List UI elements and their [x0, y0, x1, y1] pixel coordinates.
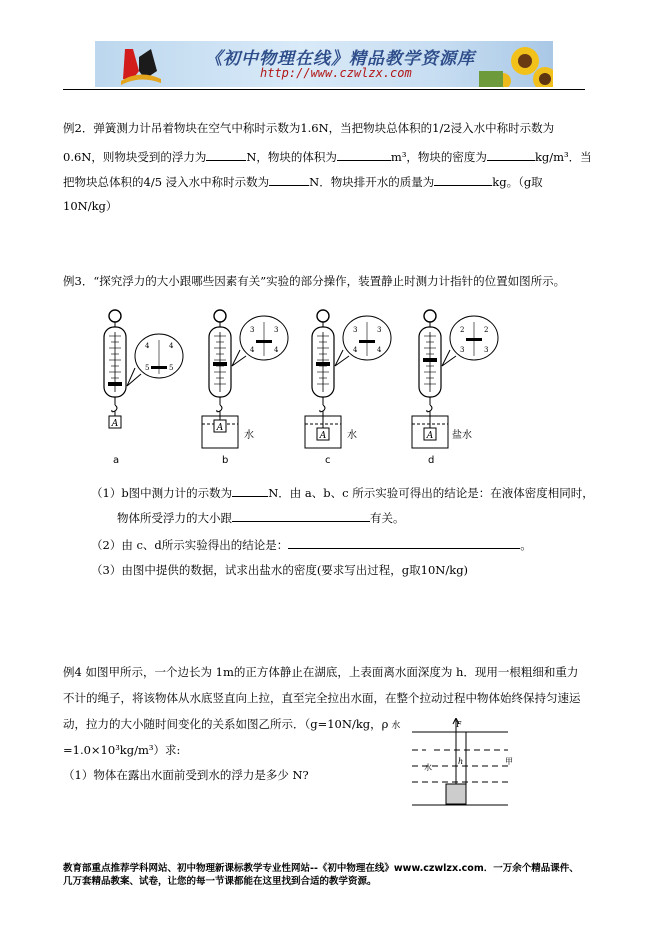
figure-label-c: c: [325, 455, 331, 466]
ex3-q1-line-1: [91, 485, 594, 500]
ex3-q1-line-2: [117, 510, 405, 525]
svg-text:2: 2: [484, 326, 489, 334]
figure-label-a: a: [113, 455, 120, 466]
ex2-text: 把物块总体积的4/5 浸入水中称时示数为: [63, 175, 270, 189]
svg-text:A: A: [426, 431, 434, 441]
svg-text:4: 4: [377, 346, 382, 354]
lake-figure: [408, 718, 518, 808]
figure-label-b: b: [222, 455, 229, 466]
svg-text:4: 4: [274, 346, 279, 354]
svg-text:3: 3: [484, 346, 489, 354]
answer-blank[interactable]: [206, 149, 246, 161]
ex2-text: kg/m³．当: [534, 150, 592, 164]
svg-text:2: 2: [460, 326, 465, 334]
answer-blank[interactable]: [434, 174, 492, 186]
sunflower-icon: [479, 47, 553, 87]
figure-name: 甲: [505, 757, 513, 766]
footer-line-1: 教育部重点推荐学科网站、初中物理新课标教学专业性网站--《初中物理在线》www.czwlzx.com．一万余个精品课件、: [63, 863, 579, 874]
svg-text:3: 3: [460, 346, 465, 354]
ex4-line-3: [63, 717, 400, 733]
ex3-text: 有关。: [370, 511, 405, 525]
rho-subscript: 水: [391, 721, 401, 731]
svg-text:水: 水: [347, 430, 357, 441]
svg-text:4: 4: [145, 342, 150, 350]
svg-text:5: 5: [145, 364, 150, 372]
header-banner: [95, 41, 553, 87]
svg-text:A: A: [216, 423, 224, 433]
answer-blank[interactable]: [487, 149, 535, 161]
ex2-line-1: 例2．弹簧测力计吊着物块在空气中称时示数为1.6N，当把物块总体积的1/2浸入水中称时示数为: [63, 121, 555, 135]
banner-title: 《初中物理在线》精品教学资源库: [205, 49, 475, 69]
ex3-text: 物体所受浮力的大小跟: [117, 511, 232, 525]
svg-text:5: 5: [169, 364, 174, 372]
answer-blank[interactable]: [232, 485, 268, 497]
scale-b: [202, 310, 288, 448]
scale-d: [412, 310, 498, 448]
svg-text:4: 4: [250, 346, 255, 354]
ex3-text: 。: [520, 538, 532, 552]
force-label: F: [456, 720, 462, 729]
svg-text:A: A: [319, 431, 327, 441]
answer-blank[interactable]: [269, 174, 309, 186]
block-label: A: [111, 419, 119, 429]
svg-text:盐水: 盐水: [452, 430, 472, 441]
cube-object: [446, 784, 466, 804]
banner-url[interactable]: http://www.czwlzx.com: [260, 66, 412, 80]
depth-label: h: [458, 757, 464, 766]
svg-text:3: 3: [274, 326, 279, 334]
spring-scale-figure: [95, 300, 515, 450]
svg-text:4: 4: [169, 342, 174, 350]
svg-text:3: 3: [250, 326, 255, 334]
svg-text:3: 3: [353, 326, 358, 334]
header-divider: [63, 89, 585, 90]
ex2-text: N，物块的体积为: [246, 150, 337, 164]
svg-text:4: 4: [353, 346, 358, 354]
water-label: 水: [424, 763, 432, 772]
ex3-text: （1）b图中测力计的示数为: [91, 486, 233, 500]
svg-text:3: 3: [377, 326, 382, 334]
ex3-text: N．由 a、b、c 所示实验可得出的结论是：在液体密度相同时，: [268, 486, 594, 500]
scale-c: [305, 310, 391, 448]
ex2-line-4: 10N/kg）: [63, 199, 118, 213]
ex2-text: kg。（g取: [492, 175, 543, 189]
answer-blank[interactable]: [232, 510, 370, 522]
ex4-line-2: 不计的绳子，将该物体从水底竖直向上拉，直至完全拉出水面，在整个拉动过程中物体始终保持匀速运: [63, 691, 581, 705]
answer-blank[interactable]: [288, 537, 520, 549]
scale-a: [104, 310, 183, 429]
ex2-text: N．物块排开水的质量为: [309, 175, 435, 189]
ex3-q2: [91, 537, 532, 552]
footer: [63, 862, 579, 888]
site-logo-icon: [121, 49, 161, 85]
pointer-indicator: [108, 382, 122, 386]
ex4-line-4: =1.0×10³kg/m³）求:: [63, 743, 181, 757]
ex2-line-3: [63, 174, 543, 189]
ex3-q3: （3）由图中提供的数据，试求出盐水的密度(要求写出过程，g取10N/kg): [91, 563, 469, 577]
footer-line-2: 几万套精品教案、试卷，让您的每一节课都能在这里找到合适的教学资源。: [63, 876, 377, 887]
ex4-q1: （1）物体在露出水面前受到水的浮力是多少 N?: [63, 768, 309, 782]
ex4-text: 动，拉力的大小随时间变化的关系如图乙所示．（g=10N/kg，ρ: [63, 717, 389, 731]
liquid-label: 水: [244, 430, 254, 441]
ex2-text: m³，物块的密度为: [390, 150, 487, 164]
ex2-text: 0.6N，则物块受到的浮力为: [63, 150, 207, 164]
figure-label-d: d: [428, 455, 435, 466]
ex2-line-2: [63, 149, 592, 164]
ex3-text: （2）由 c、d所示实验得出的结论是：: [91, 538, 289, 552]
ex4-line-1: 例4 如图甲所示，一个边长为 1m的正方体静止在湖底，上表面离水面深度为 h．现用一根粗细和重力: [63, 665, 579, 679]
ex3-intro: 例3．“探究浮力的大小跟哪些因素有关”实验的部分操作，装置静止时测力计指针的位置如图所示。: [63, 274, 566, 288]
answer-blank[interactable]: [337, 149, 391, 161]
